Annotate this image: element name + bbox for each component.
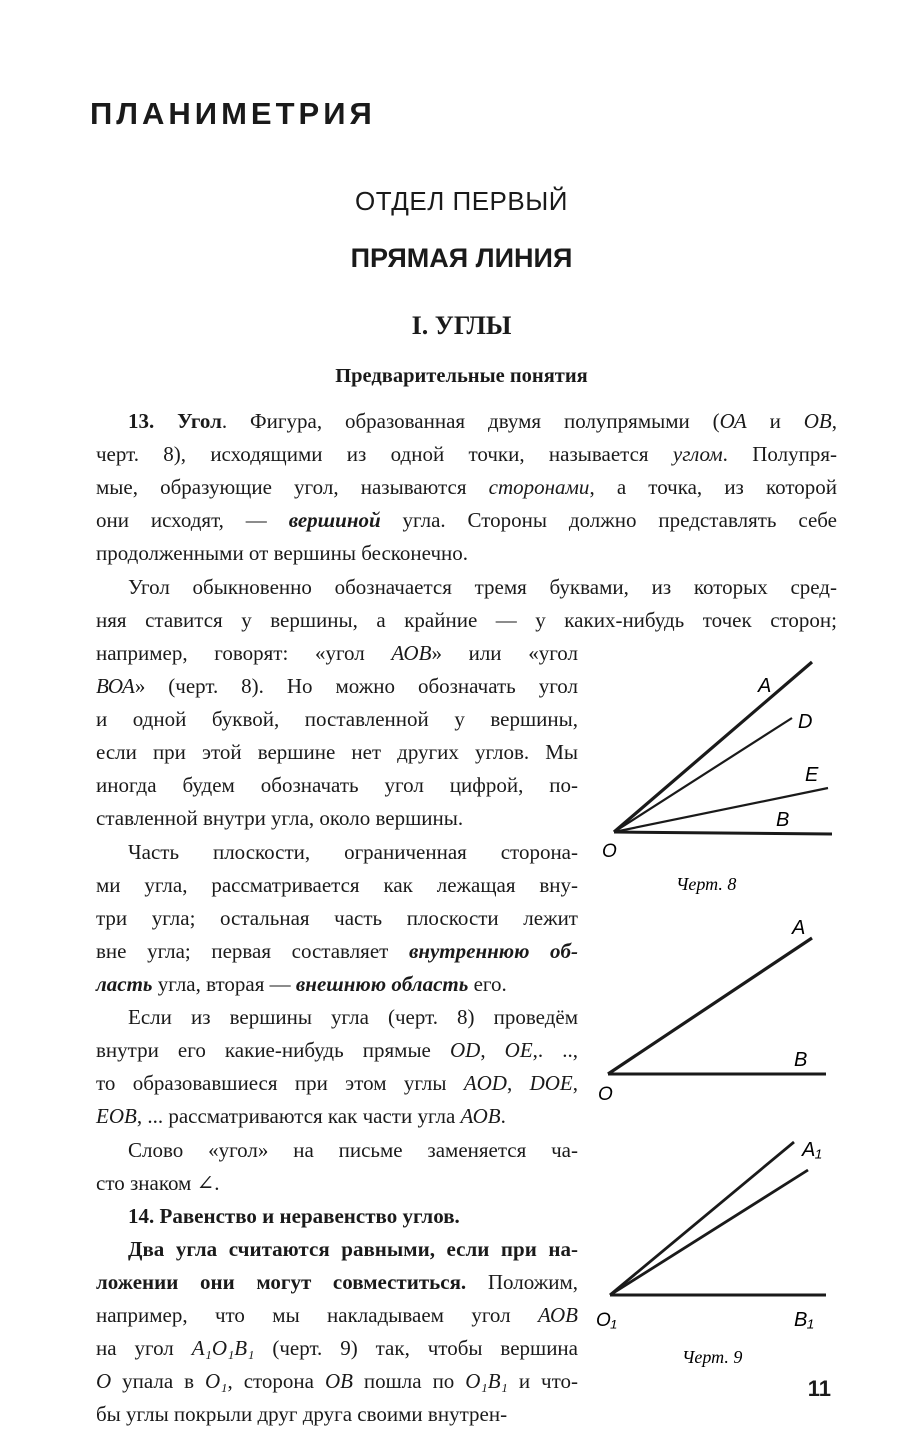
ray-OD — [614, 718, 792, 832]
text-line: ласть угла, вторая — внешнюю область его. — [96, 972, 507, 996]
text-line: на угол A₁O₁B₁ (черт. 9) так, чтобы вершина — [96, 1336, 578, 1360]
label-A: A — [758, 675, 772, 697]
text-line: бы углы покрыли друг друга своими внутрен- — [96, 1402, 508, 1426]
subsection-title: Предварительные понятия — [335, 365, 588, 387]
text-line: мые, образующие угол, называются сторонами, а точка, из которой — [96, 475, 837, 499]
label-A1: A₁ — [802, 1139, 822, 1161]
part-title: ПЛАНИМЕТРИЯ — [90, 96, 376, 131]
figure-9-caption: Черт. 9 — [682, 1347, 743, 1367]
label-O1: O₁ — [596, 1310, 617, 1331]
label-E: E — [805, 764, 819, 786]
figure-8-caption: Черт. 8 — [676, 874, 737, 894]
text-line: Два угла считаются равными, если при на- — [128, 1237, 578, 1261]
label-A: A — [792, 917, 806, 939]
ray-OE — [614, 788, 828, 832]
text-line: 13. Угол. Фигура, образованная двумя полупрямыми (ОА и ОВ, — [128, 409, 837, 433]
text-line: три угла; остальная часть плоскости лежит — [96, 906, 578, 930]
text-line: EOB, ... рассматриваются как части угла АОВ. — [96, 1104, 506, 1128]
chapter-title: ПРЯМАЯ ЛИНИЯ — [350, 243, 573, 273]
paragraph-heading: 14. Равенство и неравенство углов. — [128, 1204, 460, 1228]
text-line: внутри его какие-нибудь прямые OD, OE,. .., — [96, 1038, 578, 1062]
department-title: ОТДЕЛ ПЕРВЫЙ — [355, 186, 568, 216]
text-line: например, что мы накладываем угол АОВ — [96, 1303, 578, 1327]
text-line: черт. 8), исходящими из одной точки, называется углом. Полупря- — [96, 442, 837, 466]
section-title: I. УГЛЫ — [411, 311, 512, 340]
text-line: Слово «угол» на письме заменяется ча- — [128, 1138, 578, 1162]
ray-OA — [608, 938, 812, 1074]
figure-9 — [590, 1130, 850, 1370]
label-B: B — [794, 1049, 808, 1071]
figure-8 — [590, 650, 850, 900]
text-line: они исходят, — вершиной угла. Стороны должно представлять себе — [96, 508, 837, 532]
text-line: то образовавшиеся при этом углы AOD, DOE, — [96, 1071, 578, 1095]
ray-OB — [614, 832, 832, 834]
label-B: B — [776, 809, 790, 831]
text-line: ми угла, рассматривается как лежащая вну- — [96, 873, 578, 897]
text-line: ложении они могут совместиться. Положим, — [96, 1270, 578, 1294]
ray-O1A1-upper — [610, 1142, 794, 1295]
figure-angle-aob — [590, 910, 850, 1110]
text-line: иногда будем обозначать угол цифрой, по- — [96, 773, 578, 797]
label-O: O — [598, 1084, 613, 1105]
text-line: ставленной внутри угла, около вершины. — [96, 806, 464, 830]
label-B1: B₁ — [794, 1309, 814, 1331]
label-D: D — [798, 711, 813, 733]
page-number: 11 — [807, 1376, 831, 1401]
label-O: O — [602, 841, 617, 862]
text-line: продолженными от вершины бесконечно. — [96, 541, 469, 565]
text-line: Угол обыкновенно обозначается тремя буквами, из которых сред- — [128, 575, 837, 599]
text-line: Часть плоскости, ограниченная сторона- — [128, 840, 578, 864]
ray-OA — [614, 662, 812, 832]
text-line: сто знаком ∠. — [96, 1171, 220, 1195]
text-line: вне угла; первая составляет внутреннюю об- — [96, 939, 579, 963]
text-line: например, говорят: «угол АОВ» или «угол — [96, 641, 578, 665]
text-line: если при этой вершине нет других углов. Мы — [96, 740, 578, 764]
text-line: O упала в O₁, сторона OB пошла по O₁B₁ и что- — [96, 1369, 578, 1393]
text-line: Если из вершины угла (черт. 8) проведём — [128, 1005, 578, 1029]
ray-O1A1-lower — [610, 1170, 808, 1295]
text-line: няя ставится у вершины, а крайние — у каких-нибудь точек сторон; — [96, 608, 837, 632]
text-line: ВОА» (черт. 8). Но можно обозначать угол — [96, 674, 578, 698]
text-line: и одной буквой, поставленной у вершины, — [96, 707, 578, 731]
